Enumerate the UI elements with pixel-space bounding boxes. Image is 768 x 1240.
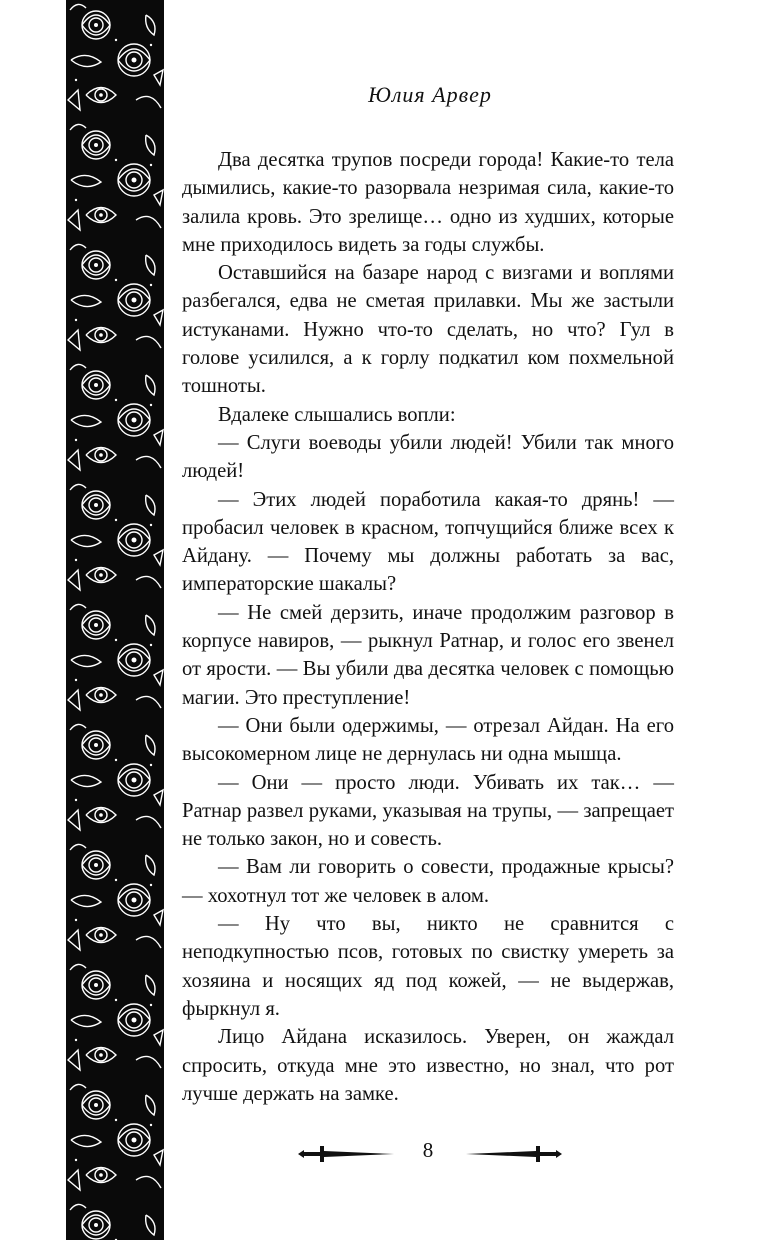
paragraph: — Слуги воеводы убили людей! Убили так много людей! xyxy=(182,431,674,483)
paragraph: — Они — просто люди. Убивать их так… — Ратнар развел руками, указывая на трупы, — запрещает не только закон, но и совесть. xyxy=(182,771,674,851)
body-text xyxy=(182,146,674,1108)
paragraph: — Они были одержимы, — отрезал Айдан. На его высокомерном лице не дернулась ни одна мышца. xyxy=(182,714,674,766)
paragraph: — Ну что вы, никто не сравнится с неподкупностью псов, готовых по свистку умереть за хозяина и носящих яд под кожей, — не выдержав, фыркнул я. xyxy=(182,913,674,1020)
paragraph: — Вам ли говорить о совести, продажные крысы? — хохотнул тот же человек в алом. xyxy=(182,856,674,907)
floral-border-ornament xyxy=(66,0,164,1240)
paragraph: Оставшийся на базаре народ с визгами и воплями разбегался, едва не сметая прилавки. Мы же застыли истуканами. Нужно что-то сделать, но что? Гул в голове усилился, а к горлу подкатил ком похмельной тошноты. xyxy=(182,262,674,398)
paragraph: — Этих людей поработила какая-то дрянь! — пробасил человек в красном, топчущийся ближе всех к Айдану. — Почему мы должны работать за вас, императорские шакалы? xyxy=(182,488,674,596)
paragraph: — Не смей дерзить, иначе продолжим разговор в корпусе навиров, — рыкнул Ратнар, и голос его звенел от ярости. — Вы убили два десятка человек с помощью магии. Это преступление! xyxy=(182,601,674,709)
paragraph: Вдалеке слышались вопли: xyxy=(218,403,456,426)
paragraph: Лицо Айдана исказилось. Уверен, он жаждал спросить, откуда мне это известно, но знал, что рот лучше держать на замке. xyxy=(182,1026,674,1105)
dagger-left-icon xyxy=(296,1144,396,1164)
page-footer xyxy=(290,1138,570,1168)
paragraph: Два десятка трупов посреди города! Какие-то тела дымились, какие-то разорвала незримая сила, какие-то залила кровь. Это зрелище… одно из худших, которые мне приходилось видеть за годы службы. xyxy=(182,149,674,256)
running-header-author: Юлия Арвер xyxy=(368,82,492,107)
floral-pattern-icon xyxy=(66,0,164,1240)
page-number: 8 xyxy=(422,1138,434,1162)
dagger-right-icon xyxy=(464,1144,564,1164)
